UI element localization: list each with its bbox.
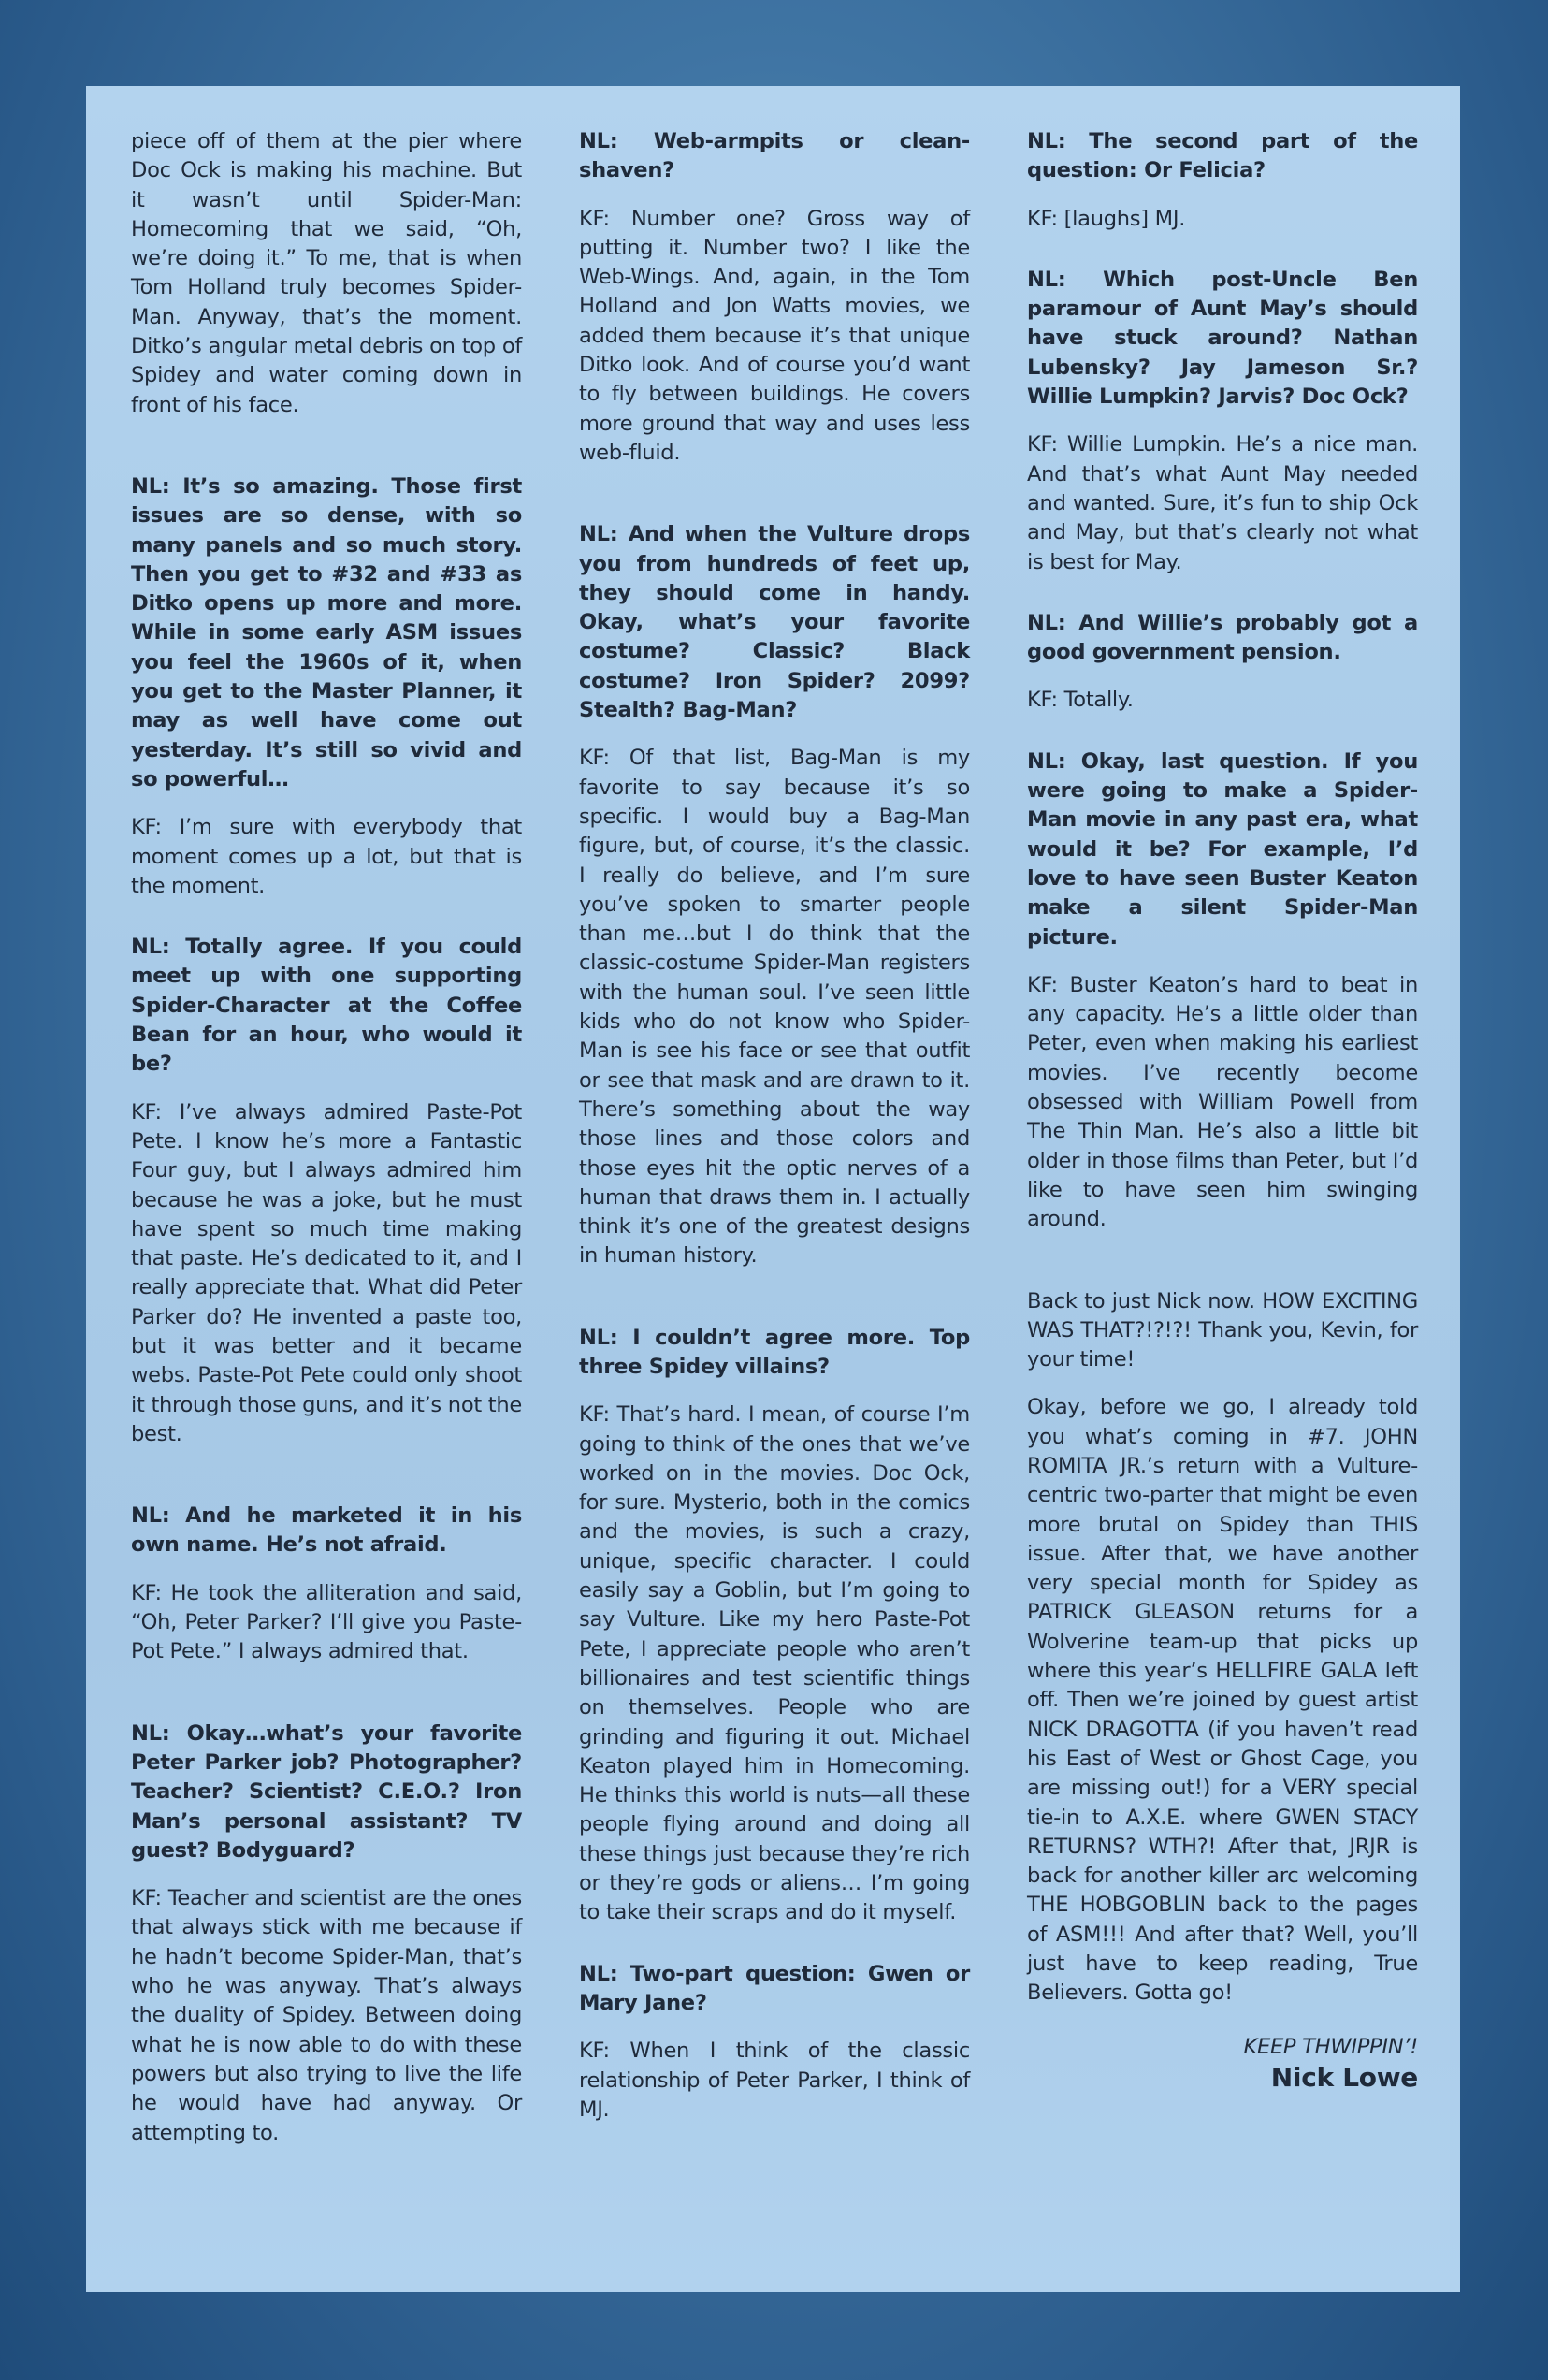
answer-paragraph: KF: Willie Lumpkin. He’s a nice man. And that’s what Aunt May needed and wanted. Sure, it’s fun to ship Ock and May, but that’s clearly not what is best for May. [1027, 432, 1418, 574]
question-paragraph: NL: Totally agree. If you could meet up with one supporting Spider-Character at the Coffee Bean for an hour, who would it be? [131, 935, 522, 1077]
signoff-tagline: KEEP THWIPPIN’! [1243, 2034, 1418, 2059]
answer-paragraph: KF: Teacher and scientist are the ones that always stick with me because if he hadn’t become Spider-Man, that’s who he was anyway. That’s always the duality of Spidey. Between doing what he is now able to do with these powers but also trying to live the life he would have had anyway. Or attempting to. [131, 1886, 522, 2145]
question-paragraph: NL: Which post-Uncle Ben paramour of Aunt May’s should have stuck around? Nathan Lubensky? Jay Jameson Sr.? Willie Lumpkin? Jarvis? Doc Ock? [1027, 267, 1418, 410]
question-paragraph: NL: It’s so amazing. Those first issues are so dense, with so many panels and so much story. Then you get to #32 and #33 as Ditko opens up more and more. While in some early ASM issues you feel the 1960s of it, when you get to the Master Planner, it may as well have come out yesterday. It’s still so vivid and so powerful… [131, 473, 522, 791]
question-paragraph: NL: And when the Vulture drops you from hundreds of feet up, they should come in handy. Okay, what’s your favorite costume? Classic? Black costume? Iron Spider? 2099? Stealth? Bag-Man? [579, 522, 970, 723]
answer-paragraph: KF: Buster Keaton’s hard to beat in any capacity. He’s a little older than Peter, even when making his earliest movies. I’ve recently become obsessed with William Powell from The Thin Man. He’s also a little bit older in those films than Peter, but I’d like to have seen him swinging around. [1027, 972, 1418, 1232]
answer-paragraph: KF: [laughs] MJ. [1027, 206, 1186, 231]
question-paragraph: NL: Web-armpits or clean-shaven? [579, 129, 970, 183]
question-paragraph: NL: I couldn’t agree more. Top three Spidey villains? [579, 1325, 970, 1379]
question-paragraph: NL: Two-part question: Gwen or Mary Jane? [579, 1961, 970, 2015]
column-2 [579, 127, 970, 2143]
closing-paragraph: Back to just Nick now. HOW EXCITING WAS THAT?!?!?! Thank you, Kevin, for your time! [1027, 1288, 1418, 1372]
question-paragraph: NL: And Willie’s probably got a good government pension. [1027, 610, 1418, 665]
answer-paragraph: KF: When I think of the classic relationship of Peter Parker, I think of MJ. [579, 2039, 970, 2122]
answer-paragraph: KF: Of that list, Bag-Man is my favorite to say because it’s so specific. I would buy a Bag-Man figure, but, of course, it’s the classic. I really do believe, and I’m sure you’ve spoken to smarter people than me…but I do think that the classic-costume Spider-Man registers with the human soul. I’ve seen little kids who do not know who Spider-Man is see his face or see that outfit or see that mask and are drawn to it. There’s something about the way those lines and those colors and those eyes hit the optic nerves of a human that draws them in. I actually think it’s one of the greatest designs in human history. [579, 746, 970, 1269]
question-paragraph: NL: The second part of the question: Or Felicia? [1027, 129, 1418, 183]
answer-paragraph: KF: That’s hard. I mean, of course I’m going to think of the ones that we’ve worked on in the movies. Doc Ock, for sure. Mysterio, both in the comics and the movies, is such a crazy, unique, specific character. I could easily say a Goblin, but I’m going to say Vulture. Like my hero Paste-Pot Pete, I appreciate people who aren’t billionaires and test scientific things on themselves. People who are grinding and figuring it out. Michael Keaton played him in Homecoming. He thinks this world is nuts—all these people flying around and doing all these things just because they’re rich or they’re gods or aliens… I’m going to take their scraps and do it myself. [579, 1402, 970, 1925]
answer-paragraph: KF: Number one? Gross way of putting it. Number two? I like the Web-Wings. And, again, in the Tom Holland and Jon Watts movies, we added them because it’s that unique Ditko look. And of course you’d want to fly between buildings. He covers more ground that way and uses less web-fluid. [579, 206, 970, 465]
answer-paragraph: piece off of them at the pier where Doc Ock is making his machine. But it wasn’t until Spider-Man: Homecoming that we said, “Oh, we’re doing it.” To me, that is when Tom Holland truly becomes Spider-Man. Anyway, that’s the moment. Ditko’s angular metal debris on top of Spidey and water coming down in front of his face. [131, 129, 522, 417]
closing-paragraph: Okay, before we go, I already told you what’s coming in #7. JOHN ROMITA JR.’s return with a Vulture-centric two-parter that might be even more brutal on Spidey than THIS issue. After that, we have another very special month for Spidey as PATRICK GLEASON returns for a Wolverine team-up that picks up where this year’s HELLFIRE GALA left off. Then we’re joined by guest artist NICK DRAGOTTA (if you haven’t read his East of West or Ghost Cage, you are missing out!) for a VERY special tie-in to A.X.E. where GWEN STACY RETURNS? WTH?! After that, JRJR is back for another killer arc welcoming THE HOBGOBLIN back to the pages of ASM!!! And after that? Well, you’ll just have to keep reading, True Believers. Gotta go! [1027, 1395, 1418, 2006]
answer-paragraph: KF: I’ve always admired Paste-Pot Pete. I know he’s more a Fantastic Four guy, but I always admired him because he was a joke, but he must have spent so much time making that paste. He’s dedicated to it, and I really appreciate that. What did Peter Parker do? He invented a paste too, but it was better and it became webs. Paste-Pot Pete could only shoot it through those guns, and it’s not the best. [131, 1099, 522, 1446]
question-paragraph: NL: And he marketed it in his own name. He’s not afraid. [131, 1503, 522, 1558]
signoff-author: Nick Lowe [1270, 2061, 1418, 2093]
column-1 [131, 127, 522, 2167]
answer-paragraph: KF: I’m sure with everybody that moment comes up a lot, but that is the moment. [131, 815, 522, 898]
text-panel [86, 86, 1460, 2292]
column-3 [1027, 127, 1418, 2094]
answer-paragraph: KF: Totally. [1027, 688, 1134, 713]
question-paragraph: NL: Okay, last question. If you were going to make a Spider-Man movie in any past era, what would it be? For example, I’d love to have seen Buster Keaton make a silent Spider-Man picture. [1027, 748, 1418, 950]
answer-paragraph: KF: He took the alliteration and said, “Oh, Peter Parker? I’ll give you Paste-Pot Pete.” I always admired that. [131, 1580, 522, 1664]
question-paragraph: NL: Okay…what’s your favorite Peter Parker job? Photographer? Teacher? Scientist? C.E.O.? Iron Man’s personal assistant? TV guest? Bodyguard? [131, 1720, 522, 1863]
signoff [1027, 2033, 1418, 2094]
